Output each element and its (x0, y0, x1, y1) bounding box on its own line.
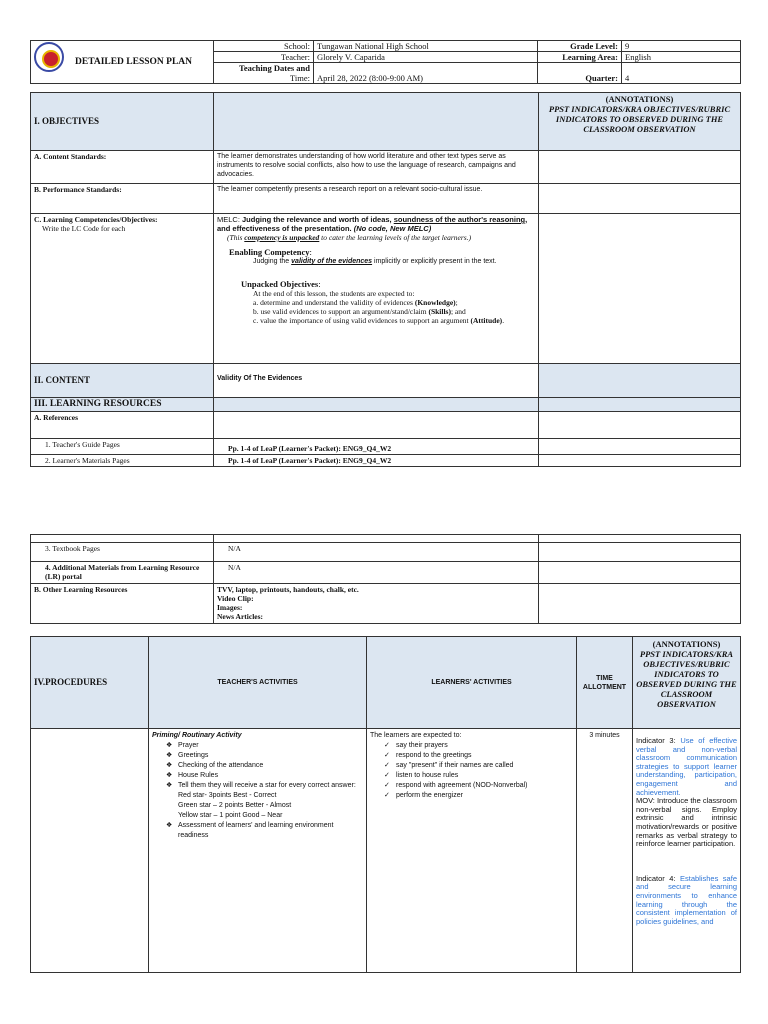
objective-a-text: a. determine and understand the validity of evidences (253, 298, 415, 307)
other-resources-annotation (539, 584, 741, 624)
objective-a-domain: (Knowledge) (414, 298, 456, 307)
other-resources-line4: News Articles: (217, 612, 264, 621)
melc-prefix: MELC: (217, 215, 243, 224)
competencies-annotation (539, 214, 741, 364)
procedures-stage-cell (31, 729, 149, 973)
learners-intro: The learners are expected to: (370, 732, 462, 739)
additional-materials-value: N/A (214, 562, 539, 584)
annotations-title: (ANNOTATIONS) (605, 94, 674, 104)
teachers-guide-annotation (539, 439, 741, 455)
competencies-sublabel: Write the LC Code for each (42, 224, 126, 233)
other-resources-value (214, 584, 539, 624)
dates-label-line1: Teaching Dates and (238, 63, 310, 73)
competencies-label-cell (31, 214, 214, 364)
priming-title: Priming/ Routinary Activity (152, 732, 242, 739)
content-standards-annotation (539, 151, 741, 184)
objective-a-end: ; (455, 298, 458, 307)
header-table (30, 40, 741, 84)
teacher-item-attendance: ❖ Checking of the attendance (166, 761, 363, 771)
star-line-red: Red star- 3points Best - Correct (178, 792, 277, 799)
enabling-heading (217, 248, 535, 257)
resources-top-spacer-1 (31, 535, 214, 543)
other-resources-label: B. Other Learning Resources (31, 584, 214, 624)
enabling-part3: implicitly or explicitly present in the text. (372, 258, 497, 265)
procedures-annotations-header (633, 637, 741, 729)
learners-materials-label: 2. Learner's Materials Pages (31, 455, 214, 467)
learner-activities-list (370, 741, 573, 801)
additional-materials-annotation (539, 562, 741, 584)
star-line-yellow: Yellow star – 1 point Good – Near (178, 812, 283, 819)
learner-item-present: ✓ say "present" if their names are called (384, 761, 573, 771)
content-standards-text: The learner demonstrates understanding of how world literature and other text types serve as instruments to resolve social conflicts, also how to use the language of research, campaigns and advocacies. (214, 151, 539, 184)
melc-text (217, 215, 535, 233)
unpacked-intro: At the end of this lesson, the students are expected to: (253, 289, 415, 298)
learner-item-prayers: ✓ say their prayers (384, 741, 573, 751)
indicator-3-label: Indicator 3: (636, 736, 681, 745)
objective-b-text: b. use valid evidences to support an argument/stand/claim (253, 307, 429, 316)
resources-heading: III. LEARNING RESOURCES (31, 398, 214, 412)
objective-b-domain: (Skills) (428, 307, 451, 316)
indicator-4 (636, 875, 737, 927)
teacher-item-stars: ❖ Tell them they will receive a star for every correct answer: (166, 781, 363, 791)
teacher-item-house-rules: ❖ House Rules (166, 771, 363, 781)
learner-item-greetings: ✓ respond to the greetings (384, 751, 573, 761)
objectives-heading: I. OBJECTIVES (31, 93, 214, 151)
objective-c-end: . (502, 316, 505, 325)
resources-continued-table (30, 534, 741, 624)
learner-item-agreement: ✓ respond with agreement (NOD-Nonverbal) (384, 781, 573, 791)
teacher-label: Teacher: (214, 52, 314, 63)
indicator-3-mov: MOV: Introduce the classroom non-verbal signs. Employ extrinsic and intrinsic motivation/rewards or positive remarks as verbal strategy to reinforce learner participation. (636, 796, 738, 849)
melc-part3: , and effectiveness of the presentation. (217, 215, 528, 233)
other-resources-line3: Images: (217, 603, 243, 612)
procedures-table (30, 636, 741, 973)
other-resources-line2: Video Clip: (217, 594, 254, 603)
quarter-value: 4 (622, 63, 741, 84)
enabling-text (217, 257, 535, 266)
teachers-guide-value: Pp. 1-4 of LeaP (Learner's Packet): ENG9_Q4_W2 (214, 439, 539, 455)
other-resources-line1: TVV, laptop, printouts, handouts, chalk, etc. (217, 585, 359, 594)
area-value: English (622, 52, 741, 63)
unpacked-note (217, 233, 535, 242)
teacher-item-greetings: ❖ Greetings (166, 751, 363, 761)
time-allotment-cell: 3 minutes (577, 729, 633, 973)
performance-standards-annotation (539, 184, 741, 214)
content-text: Validity Of The Evidences (214, 364, 539, 398)
school-label: School: (214, 41, 314, 52)
procedures-annot-title: (ANNOTATIONS) (652, 639, 721, 649)
unpacked-note-3: to cater the learning levels of the target learners.) (319, 233, 472, 242)
enabling-label: Enabling Competency (229, 247, 310, 257)
teacher-activities-cell (149, 729, 367, 973)
quarter-label: Quarter: (538, 63, 622, 84)
resources-heading-empty (214, 398, 539, 412)
unpacked-heading (217, 280, 535, 289)
objective-c-domain: (Attitude) (470, 316, 503, 325)
resources-heading-annotation (539, 398, 741, 412)
melc-part1: Judging the relevance and worth of ideas, (242, 215, 394, 224)
grade-label: Grade Level: (538, 41, 622, 52)
unpacked-note-2: competency is unpacked (244, 233, 320, 242)
unpacked-colon: : (318, 279, 321, 289)
indicator-4-label: Indicator 4: (636, 873, 680, 883)
document-title: DETAILED LESSON PLAN (31, 41, 214, 84)
learners-materials-value: Pp. 1-4 of LeaP (Learner's Packet): ENG9_Q4_W2 (214, 455, 539, 467)
performance-standards-text: The learner competently presents a research report on a relevant socio-cultural issue. (214, 184, 539, 214)
teacher-activities-header: TEACHER'S ACTIVITIES (149, 637, 367, 729)
dates-label (214, 63, 314, 84)
competencies-label: C. Learning Competencies/Objectives: (34, 215, 158, 224)
learners-materials-annotation (539, 455, 741, 467)
procedures-annotation-cell (633, 729, 741, 973)
references-label: A. References (31, 412, 214, 439)
objective-b (253, 307, 535, 316)
annotations-header (539, 93, 741, 151)
additional-materials-label: 4. Additional Materials from Learning Resource (LR) portal (31, 562, 214, 584)
teachers-guide-label: 1. Teacher's Guide Pages (31, 439, 214, 455)
content-heading: II. CONTENT (31, 364, 214, 398)
grade-value: 9 (622, 41, 741, 52)
procedures-heading: IV.PROCEDURES (31, 637, 149, 729)
enabling-colon: : (309, 247, 312, 257)
annotations-subtitle: PPST INDICATORS/KRA OBJECTIVES/RUBRIC INDICATORS TO OBSERVED DURING THE CLASSROOM OBSERVATION (548, 104, 731, 134)
resources-top-spacer-3 (539, 535, 741, 543)
textbook-value: N/A (214, 543, 539, 562)
learner-activities-cell (367, 729, 577, 973)
objective-a (253, 298, 535, 307)
dates-label-line2: Time: (289, 73, 310, 83)
indicator-4-text: Establishes safe and secure learning environments to enhance learning through the consistent implementation of policies guidelines, and (636, 873, 737, 926)
content-annotation (539, 364, 741, 398)
teacher-value: Glorely V. Caparida (314, 52, 538, 63)
references-value (214, 412, 539, 439)
competencies-content (214, 214, 539, 364)
textbook-annotation (539, 543, 741, 562)
indicator-3-text: Use of effective verbal and non-verbal classroom communication strategies to support learner understanding, participation, engagement and achievement. (636, 736, 737, 797)
dates-value: April 28, 2022 (8:00-9:00 AM) (314, 63, 538, 84)
unpacked-label: Unpacked Objectives (241, 279, 319, 289)
unpacked-note-1: (This (227, 233, 245, 242)
school-value: Tungawan National High School (314, 41, 538, 52)
teacher-item-assessment: ❖ Assessment of learners' and learning environment readiness (166, 821, 363, 841)
teacher-activities-list-2 (152, 821, 363, 841)
learner-item-house-rules: ✓ listen to house rules (384, 771, 573, 781)
resources-top-spacer-2 (214, 535, 539, 543)
objectives-table (30, 92, 741, 467)
learner-item-energizer: ✓ perform the energizer (384, 791, 573, 801)
textbook-label: 3. Textbook Pages (31, 543, 214, 562)
melc-code-note: (No code, New MELC) (353, 224, 432, 233)
objective-b-end: ; and (450, 307, 466, 316)
procedures-annot-subtitle: PPST INDICATORS/KRA OBJECTIVES/RUBRIC INDICATORS TO OBSERVED DURING THE CLASSROOM OBSERVATION (636, 649, 737, 709)
time-allotment-header: TIME ALLOTMENT (577, 637, 633, 729)
performance-standards-label: B. Performance Standards: (31, 184, 214, 214)
references-annotation (539, 412, 741, 439)
melc-part2: soundness of the author's reasoning (393, 215, 526, 224)
teacher-item-prayer: ❖ Prayer (166, 741, 363, 751)
objective-c (253, 316, 535, 325)
objectives-empty-cell (214, 93, 539, 151)
enabling-part1: Judging the (253, 258, 292, 265)
indicator-3 (636, 737, 737, 797)
unpacked-objectives-list (217, 289, 535, 325)
teacher-activities-list (152, 741, 363, 791)
learner-activities-header: LEARNERS' ACTIVITIES (367, 637, 577, 729)
objective-c-text: c. value the importance of using valid evidences to support an argument (253, 316, 471, 325)
star-line-green: Green star – 2 points Better - Almost (178, 802, 292, 809)
enabling-part2: validity of the evidences (291, 258, 373, 265)
area-label: Learning Area: (538, 52, 622, 63)
content-standards-label: A. Content Standards: (31, 151, 214, 184)
